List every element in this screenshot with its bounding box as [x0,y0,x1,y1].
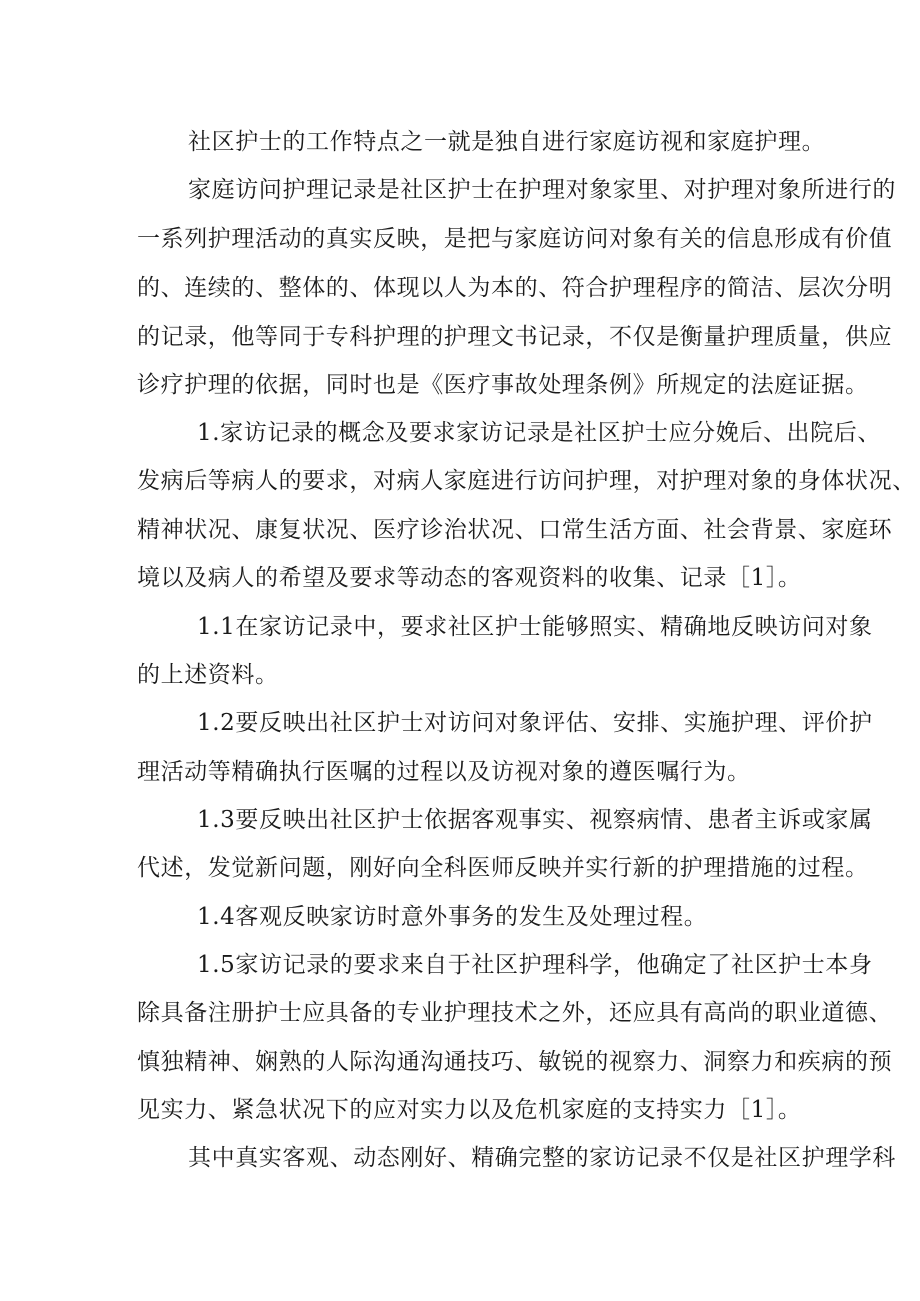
text-line: 其中真实客观、动态刚好、精确完整的家访记录不仅是社区护理学科 [188,1145,896,1171]
text-line: 1.5家访记录的要求来自于社区护理科学，他确定了社区护士本身 [197,952,873,978]
text-line: 1.4客观反映家访时意外事务的发生及处理过程。 [197,904,708,930]
text-line: 见实力、紧急状况下的应对实力以及危机家庭的支持实力［1］。 [137,1097,802,1123]
text-line: 的、连续的、整体的、体现以人为本的、符合护理程序的简洁、层次分明 [137,275,893,301]
text-line: 1.3要反映出社区护士依据客观事实、视察病情、患者主诉或家属 [197,807,873,833]
text-line: 1.2要反映出社区护士对访问对象评估、安排、实施护理、评价护 [197,710,873,736]
text-line: 境以及病人的希望及要求等动态的客观资料的收集、记录［1］。 [137,565,802,591]
text-line: 的记录，他等同于专科护理的护理文书记录，不仅是衡量护理质量，供应 [137,324,893,350]
text-line: 的上述资料。 [137,662,279,688]
text-line: 除具备注册护士应具备的专业护理技术之外，还应具有高尚的职业道德、 [137,1000,893,1026]
text-line: 发病后等病人的要求，对病人家庭进行访问护理，对护理对象的身体状况、 [137,468,916,494]
text-line: 1.1在家访记录中，要求社区护士能够照实、精确地反映访问对象 [197,614,873,640]
text-line: 一系列护理活动的真实反映，是把与家庭访问对象有关的信息形成有价值 [137,226,893,252]
text-line: 家庭访问护理记录是社区护士在护理对象家里、对护理对象所进行的 [188,177,896,203]
text-line: 1.家访记录的概念及要求家访记录是社区护士应分娩后、出院后、 [197,420,881,446]
text-line: 慎独精神、娴熟的人际沟通沟通技巧、敏锐的视察力、洞察力和疾病的预 [137,1049,893,1075]
text-line: 精神状况、康复状况、医疗诊治状况、口常生活方面、社会背景、家庭环 [137,517,893,543]
text-line: 理活动等精确执行医嘱的过程以及访视对象的遵医嘱行为。 [137,759,751,785]
text-line: 社区护士的工作特点之一就是独自进行家庭访视和家庭护理。 [188,129,826,155]
text-line: 诊疗护理的依据，同时也是《医疗事故处理条例》所规定的法庭证据。 [137,372,869,398]
text-line: 代述，发觉新问题，刚好向全科医师反映并实行新的护理措施的过程。 [137,855,869,881]
